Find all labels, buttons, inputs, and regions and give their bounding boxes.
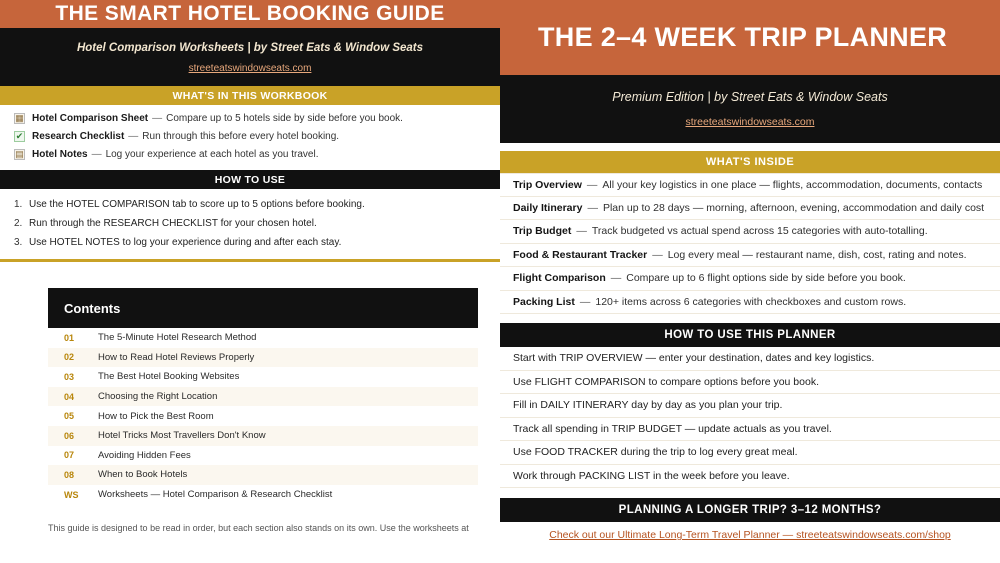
right-cta-row [500,522,1000,548]
right-howto-header-label: HOW TO USE THIS PLANNER [664,329,836,341]
right-page-title: THE 2–4 WEEK TRIP PLANNER [538,22,948,52]
left-table-of-contents [48,328,478,504]
right-cta-link[interactable]: Check out our Ultimate Long-Term Travel Planner — streeteatswindowseats.com/shop [549,529,951,541]
spreadsheet-icon: ▦ [15,112,24,123]
right-cta-header-label: PLANNING A LONGER TRIP? 3–12 MONTHS? [618,504,882,516]
list-item-dash: — [652,248,663,261]
left-contents-title: Contents [64,300,121,316]
left-website-link[interactable]: streeteatswindowseats.com [188,63,312,74]
left-workbook-header [0,86,500,105]
list-item[interactable] [48,485,478,505]
toc-label: How to Read Hotel Reviews Properly [98,351,255,363]
toc-label: Hotel Tricks Most Travellers Don't Know [98,430,266,442]
list-item-name: Trip Overview [513,178,582,191]
left-subtitle-band [0,28,500,86]
toc-number: 04 [64,391,75,402]
toc-label: How to Pick the Best Room [98,410,214,422]
list-item-text: Run through the RESEARCH CHECKLIST for your chosen hotel. [29,218,317,229]
list-item[interactable] [48,348,478,368]
list-item [0,233,500,252]
right-title-band [500,0,1000,75]
list-item [500,291,1000,315]
toc-label: Choosing the Right Location [98,391,218,403]
list-item: Start with TRIP OVERVIEW — enter your destination, dates and key logistics. [500,347,1000,371]
list-item[interactable] [48,465,478,485]
list-item-desc: 120+ items across 6 categories with checkboxes and custom rows. [595,295,907,308]
list-item-dash: — [610,272,622,285]
left-howto-header-label: HOW TO USE [214,173,286,186]
list-item [500,244,1000,268]
right-subtitle-band [500,75,1000,143]
toc-label: The Best Hotel Booking Websites [98,371,240,383]
list-item: Work through PACKING LIST in the week before you leave. [500,465,1000,489]
right-inside-header [500,151,1000,173]
list-item: Use FLIGHT COMPARISON to compare options before you book. [500,371,1000,395]
right-inside-list [500,173,1000,314]
list-item-dash: — [587,201,598,214]
list-item-number: 2. [14,218,23,229]
list-item-desc: Plan up to 28 days — morning, afternoon, evening, accommodation and daily cost [602,201,985,214]
right-website-link[interactable]: streeteatswindowseats.com [685,116,815,128]
toc-number: 07 [64,450,75,461]
left-howto-header [0,170,500,189]
list-item [500,197,1000,221]
right-cta-header [500,498,1000,522]
toc-label: Worksheets — Hotel Comparison & Research Checklist [98,489,333,501]
list-item[interactable] [48,406,478,426]
left-footnote: This guide is designed to be read in order, but each section also stands on its own. Use the worksheets at [48,523,469,534]
right-inside-header-label: WHAT'S INSIDE [705,156,795,168]
right-subtitle: Premium Edition | by Street Eats & Window Seats [612,90,888,104]
right-howto-list [500,347,1000,488]
toc-number: 08 [64,469,75,480]
list-item-desc: Track budgeted vs actual spend across 15 categories with auto-totalling. [591,225,928,238]
toc-label: Avoiding Hidden Fees [98,449,191,461]
checklist-icon: ✔ [15,130,24,141]
list-item [500,220,1000,244]
list-item-name: Hotel Comparison Sheet [32,112,149,124]
list-item [500,267,1000,291]
list-item-name: Research Checklist [32,130,125,142]
left-title-band [0,0,500,28]
list-item-name: Trip Budget [513,225,572,238]
list-item [0,109,500,127]
list-item-dash: — [152,112,163,124]
list-item-dash: — [128,130,139,142]
list-item[interactable] [48,426,478,446]
toc-number: WS [64,489,79,500]
left-workbook-list [0,105,500,167]
list-item-text: Use the HOTEL COMPARISON tab to score up to 5 options before booking. [29,199,365,210]
list-item-number: 3. [14,237,23,248]
list-item-desc: Compare up to 6 flight options side by side before you book. [626,272,906,285]
toc-number: 05 [64,411,75,422]
right-howto-header [500,323,1000,347]
left-contents-header [48,288,478,328]
list-item: Fill in DAILY ITINERARY day by day as you plan your trip. [500,394,1000,418]
left-page-title: THE SMART HOTEL BOOKING GUIDE [55,2,445,25]
list-item[interactable] [48,446,478,466]
list-item [0,127,500,145]
left-subtitle: Hotel Comparison Worksheets | by Street Eats & Window Seats [76,42,424,54]
toc-label: When to Book Hotels [98,469,188,481]
list-item-desc: All your key logistics in one place — flights, accommodation, documents, contacts [602,178,983,191]
notes-icon: ▤ [15,148,24,159]
toc-number: 06 [64,430,75,441]
list-item-dash: — [91,148,102,160]
list-item: Use FOOD TRACKER during the trip to log every great meal. [500,441,1000,465]
list-item[interactable] [48,387,478,407]
left-workbook-header-label: WHAT'S IN THIS WORKBOOK [172,89,328,102]
list-item-number: 1. [14,199,23,210]
left-howto-list [0,189,500,259]
list-item-desc: Run through this before every hotel booking. [142,130,340,142]
list-item [0,214,500,233]
list-item [0,145,500,163]
toc-number: 03 [64,371,75,382]
list-item[interactable] [48,328,478,348]
list-item-desc: Log your experience at each hotel as you travel. [105,148,319,160]
list-item-name: Hotel Notes [32,148,88,160]
list-item-dash: — [586,178,598,191]
toc-number: 01 [64,332,75,343]
list-item-name: Flight Comparison [513,272,606,285]
right-sheet-trip-planner [500,0,1000,563]
list-item [0,195,500,214]
list-item-text: Use HOTEL NOTES to log your experience during and after each stay. [29,237,342,248]
list-item [500,173,1000,197]
list-item: Track all spending in TRIP BUDGET — update actuals as you travel. [500,418,1000,442]
list-item-desc: Compare up to 5 hotels side by side before you book. [166,112,403,124]
list-item-name: Packing List [513,295,575,308]
list-item-dash: — [576,225,587,238]
list-item-desc: Log every meal — restaurant name, dish, cost, rating and notes. [667,248,967,261]
list-item[interactable] [48,367,478,387]
list-item-dash: — [579,295,591,308]
list-item-name: Food & Restaurant Tracker [513,248,648,261]
toc-label: The 5-Minute Hotel Research Method [98,332,257,344]
left-contents-card [0,262,500,504]
list-item-name: Daily Itinerary [513,201,583,214]
toc-number: 02 [64,352,75,363]
